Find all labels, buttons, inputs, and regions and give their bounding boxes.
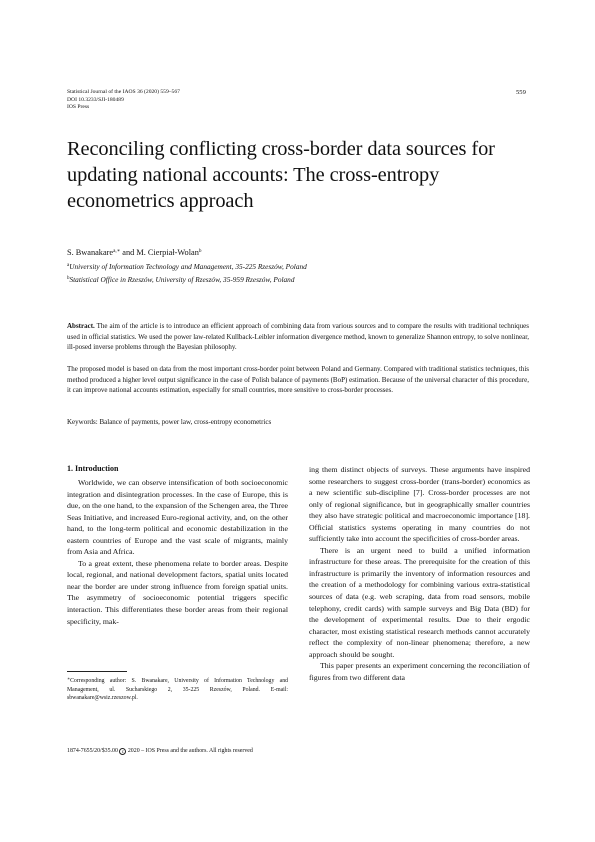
footnote-mark: ∗: [67, 676, 71, 681]
author-name: S. Bwanakare: [67, 248, 114, 257]
author-name: M. Cierpiał-Wolan: [136, 248, 199, 257]
copyright-icon: c: [119, 748, 126, 755]
keywords: Keywords: Balance of payments, power law, cross-entropy econometrics: [67, 418, 272, 426]
affiliation-mark: a: [67, 263, 70, 268]
author-affiliation-mark: b: [198, 248, 202, 254]
affiliation: [67, 275, 294, 284]
affiliation: [67, 262, 307, 271]
right-column: [309, 464, 530, 683]
footnote: [67, 675, 288, 703]
body-paragraph: To a great extent, these phenomena relate to border areas. Despite local, regional, and national development factors, spatial units located near the border are under strong influence from foreign spatial units. The asymmetry of socioeconomic potential triggers specific interaction. This differentiates these border areas from their regional specificity, mak-: [67, 558, 288, 626]
abstract-label: Abstract.: [67, 322, 95, 330]
footnote-divider: [67, 671, 127, 672]
page-number: 559: [516, 89, 526, 96]
body-paragraph: There is an urgent need to build a unified information infrastructure for these areas. The prerequisite for the creation of this infrastructure is primarily the inventory of information resources and the creation of a methodology for combining various extra-statistical sources of data (e.g. web scraping, data from road sensors, mobile telephony, credit cards) with sample surveys and Big Data (BD) for the development of experimental results. Due to their ergodic character, most existing statistical research methods cannot accurately reflect the complexity of non-linear phenomena; therefore, a new approach should be sought.: [309, 545, 530, 659]
author-conjunction: and: [120, 248, 137, 257]
abstract-paragraph: The proposed model is based on data from the most important cross-border point between Poland and Germany. Compared with traditional statistics techniques, this method produced a higher level output significance in the case of Polish balance of payments (BoP) estimation. Because of the universal character of this procedure, it can improve national accounts estimation, especially for small countries, more sensitive to cross-border processes.: [67, 365, 529, 395]
affiliation-mark: b: [67, 276, 70, 281]
abstract-paragraph: [67, 321, 529, 353]
body-paragraph: ing them distinct objects of surveys. These arguments have inspired some researchers to suggest cross-border (trans-border) economics as a new scientific sub-discipline [7]. Cross-border processes are not only of regional significance, but in geographically smaller countries they also have strategic political and macroeconomic importance [18]. Official statistics systems operating in many countries do not sufficiently take into account the specificities of cross-border areas.: [309, 465, 530, 544]
left-column: [67, 477, 288, 627]
abstract-text: The aim of the article is to introduce an efficient approach of combining data from various sources and to compare the results with traditional techniques used in official statistics. We used the power law-related Kullback-Leibler information divergence method, known to generalize Shannon entropy, to solve nonlinear, ill-posed inverse problems through the Bayesian philosophy.: [67, 322, 529, 352]
publisher-line: IOS Press: [67, 104, 90, 110]
journal-citation: Statistical Journal of the IAOS 36 (2020) 559–567: [67, 89, 180, 95]
copyright-suffix: 2020 – IOS Press and the authors. All rights reserved: [127, 748, 253, 754]
author-list: [67, 248, 201, 257]
copyright-prefix: 1874-7655/20/$35.00: [67, 748, 118, 754]
footnote-text: Corresponding author: S. Bwanakare, University of Information Technology and Management, ul. Sucharskiego 2, 35-225 Rzeszów, Poland. E-mail: sbwanakare@wsiz.rzeszow.pl.: [67, 678, 288, 702]
doi-line: DOI 10.3233/SJI-180489: [67, 96, 124, 103]
affiliation-text: University of Information Technology and Management, 35-225 Rzeszów, Poland: [69, 262, 307, 271]
body-paragraph: Worldwide, we can observe intensification of both socioeconomic integration and disintegration processes. In the case of Europe, this is due, on the one hand, to the expansion of the Schengen area, the Three Seas Initiative, and increased Euro-regional activity, and, on the other hand, to the long-term political and economic destabilization in the eastern countries of Europe and the vast scale of migrants, mainly from Asia and Africa.: [67, 478, 288, 557]
article-title: Reconciling conflicting cross-border data sources for updating national accounts: The cross-entropy econometrics approach: [67, 138, 495, 212]
affiliation-text: Statistical Office in Rzeszów, University of Rzeszów, 35-959 Rzeszów, Poland: [69, 275, 295, 284]
copyright-line: [67, 748, 253, 755]
body-paragraph: This paper presents an experiment concerning the reconciliation of figures from two different data: [309, 661, 530, 682]
author-affiliation-mark: a,∗: [113, 248, 121, 254]
section-heading: 1. Introduction: [67, 464, 119, 473]
